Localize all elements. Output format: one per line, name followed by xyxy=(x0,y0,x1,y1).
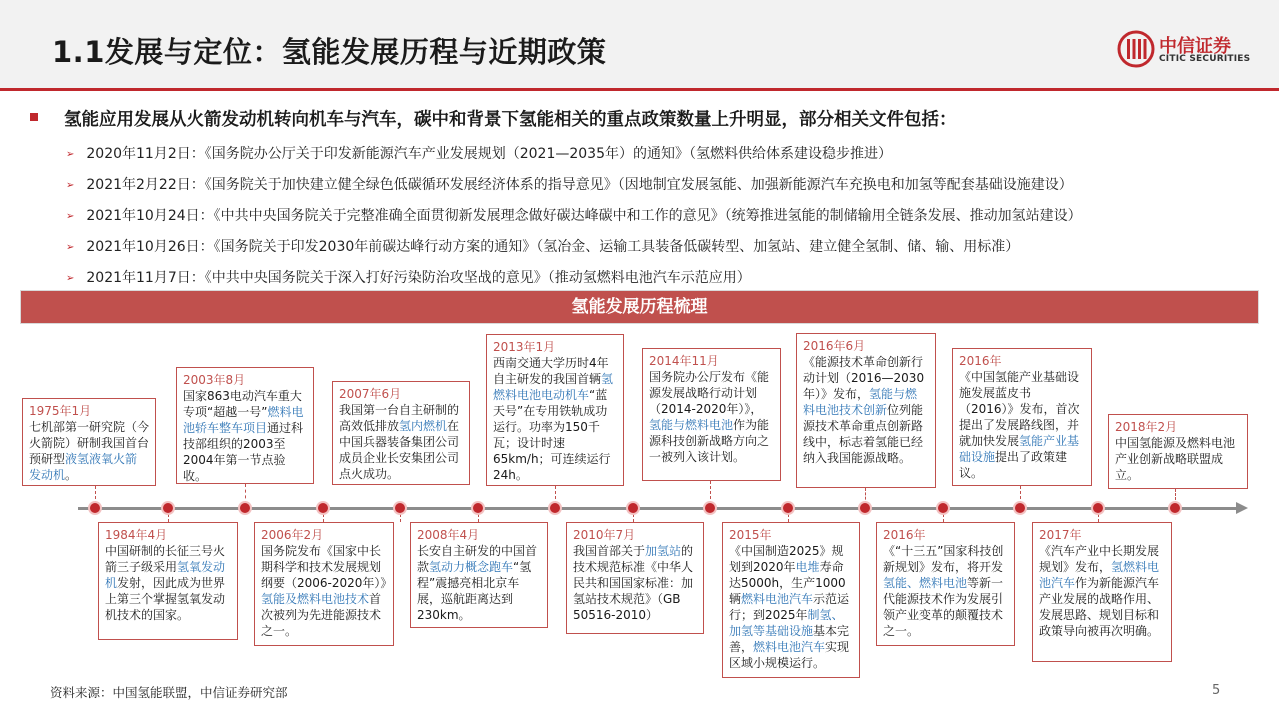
event-box-2015: 2015年 《中国制造2025》规划到2020年电堆寿命达5000h，生产1000辆燃料电池汽车示范运行；到2025年制氢、加氢等基础设施基本完善，燃料电池汽车实现区域小规模运行。 xyxy=(722,522,860,678)
policy-item: ➢ 2021年10月26日：《国务院关于印发2030年前碳达峰行动方案的通知》（氢冶金、运输工具装备低碳转型、加氢站、建立健全氢制、储、输、用标准） xyxy=(66,239,1020,255)
timeline-banner: 氢能发展历程梳理 xyxy=(20,290,1259,324)
event-box-2016-jun: 2016年6月 《能源技术革命创新行动计划（2016—2030年）》发布，氢能与燃料电池技术创新位列能源技术革命重点创新路线中，标志着氢能已经纳入我国能源战略。 xyxy=(796,333,936,488)
event-box-2008: 2008年4月 长安自主研发的中国首款氢动力概念跑车“氢程”震撼亮相北京车展，巡航距离达到230km。 xyxy=(410,522,548,628)
event-box-1975: 1975年1月 七机部第一研究院（今火箭院）研制我国首台预研型液氢液氧火箭发动机。 xyxy=(22,398,156,486)
connector xyxy=(1098,514,1099,522)
connector xyxy=(633,514,634,522)
event-box-2007: 2007年6月 我国第一台自主研制的高效低排放氢内燃机在中国兵器装备集团公司成员企业长安集团公司点火成功。 xyxy=(332,381,470,485)
bullet-square-icon xyxy=(30,113,38,121)
arrow-bullet-icon: ➢ xyxy=(66,149,75,160)
timeline-dot xyxy=(1091,501,1105,515)
timeline-dot xyxy=(238,501,252,515)
event-box-2017: 2017年 《汽车产业中长期发展规划》发布，氢燃料电池汽车作为新能源汽车产业发展的战略作用、发展思路、规划目标和政策导向被再次明确。 xyxy=(1032,522,1172,662)
company-logo xyxy=(1117,30,1257,70)
event-box-1984: 1984年4月 中国研制的长征三号火箭三子级采用氢氧发动机发射，因此成为世界上第三个掌握氢氧发动机技术的国家。 xyxy=(98,522,238,640)
timeline-dot xyxy=(781,501,795,515)
event-box-2016-bluebook: 2016年 《中国氢能产业基础设施发展蓝皮书（2016）》发布，首次提出了发展路线图，并就加快发展氢能产业基础设施提出了政策建议。 xyxy=(952,348,1092,486)
event-box-2013: 2013年1月 西南交通大学历时4年自主研发的我国首辆氢燃料电池电动机车“蓝天号”在专用铁轨成功运行。功率为150千瓦；设计时速65km/h；可连续运行24h。 xyxy=(486,334,624,486)
timeline-axis xyxy=(78,507,1238,510)
connector xyxy=(943,514,944,522)
timeline-dot xyxy=(1168,501,1182,515)
event-box-2018: 2018年2月 中国氢能源及燃料电池产业创新战略联盟成立。 xyxy=(1108,414,1248,489)
timeline-dot xyxy=(858,501,872,515)
event-box-2006: 2006年2月 国务院发布《国家中长期科学和技术发展规划纲要（2006-2020年）》氢能及燃料电池技术首次被列为先进能源技术之一。 xyxy=(254,522,394,646)
connector xyxy=(788,514,789,522)
event-box-2003: 2003年8月 国家863电动汽车重大专项“超越一号”燃料电池轿车整车项目通过科技部组织的2003至2004年第一节点验收。 xyxy=(176,367,314,484)
arrow-bullet-icon: ➢ xyxy=(66,211,75,222)
connector xyxy=(400,514,401,522)
timeline-dot xyxy=(316,501,330,515)
event-box-2014: 2014年11月 国务院办公厅发布《能源发展战略行动计划（2014-2020年）》，氢能与燃料电池作为能源科技创新战略方向之一被列入该计划。 xyxy=(642,348,781,481)
timeline-dot xyxy=(936,501,950,515)
timeline-dot xyxy=(548,501,562,515)
policy-item: ➢ 2021年2月22日：《国务院关于加快建立健全绿色低碳循环发展经济体系的指导意见》（因地制宜发展氢能、加强新能源汽车充换电和加氢等配套基础设施建设） xyxy=(66,177,1073,193)
timeline-dot xyxy=(471,501,485,515)
connector xyxy=(478,514,479,522)
arrow-bullet-icon: ➢ xyxy=(66,273,75,284)
page-title: 1.1发展与定位：氢能发展历程与近期政策 xyxy=(52,35,607,69)
timeline-dot xyxy=(393,501,407,515)
page-number: 5 xyxy=(1212,683,1221,698)
timeline-dot xyxy=(626,501,640,515)
timeline-dot xyxy=(161,501,175,515)
timeline-dot xyxy=(1013,501,1027,515)
event-box-2016-plan: 2016年 《“十三五”国家科技创新规划》发布，将开发氢能、燃料电池等新一代能源技术作为发展引领产业变革的颠覆技术之一。 xyxy=(876,522,1015,646)
arrow-bullet-icon: ➢ xyxy=(66,180,75,191)
connector xyxy=(168,514,169,522)
summary-text: 氢能应用发展从火箭发动机转向机车与汽车，碳中和背景下氢能相关的重点政策数量上升明显，部分相关文件包括： xyxy=(64,110,957,130)
timeline-arrow-icon xyxy=(1236,502,1248,514)
citic-logo-icon xyxy=(1117,30,1155,68)
summary-bullet xyxy=(30,106,1270,131)
source-note: 资料来源：中国氢能联盟，中信证券研究部 xyxy=(50,685,288,700)
policy-item: ➢ 2020年11月2日：《国务院办公厅关于印发新能源汽车产业发展规划（2021—2035年）的通知》（氢燃料供给体系建设稳步推进） xyxy=(66,146,892,162)
timeline-dot xyxy=(703,501,717,515)
policy-item: ➢ 2021年11月7日：《中共中央国务院关于深入打好污染防治攻坚战的意见》（推动氢燃料电池汽车示范应用） xyxy=(66,270,751,286)
timeline-dot xyxy=(88,501,102,515)
header-divider xyxy=(0,88,1279,91)
arrow-bullet-icon: ➢ xyxy=(66,242,75,253)
connector xyxy=(323,514,324,522)
policy-item: ➢ 2021年10月24日：《中共中央国务院关于完整准确全面贯彻新发展理念做好碳达峰碳中和工作的意见》（统筹推进氢能的制储输用全链条发展、推动加氢站建设） xyxy=(66,208,1082,224)
event-box-2010: 2010年7月 我国首部关于加氢站的技术规范标准《中华人民共和国国家标准：加氢站技术规范》（GB 50516-2010） xyxy=(566,522,704,634)
logo-name: 中信证券 xyxy=(1159,36,1231,57)
logo-en: CITIC SECURITIES xyxy=(1159,54,1251,64)
